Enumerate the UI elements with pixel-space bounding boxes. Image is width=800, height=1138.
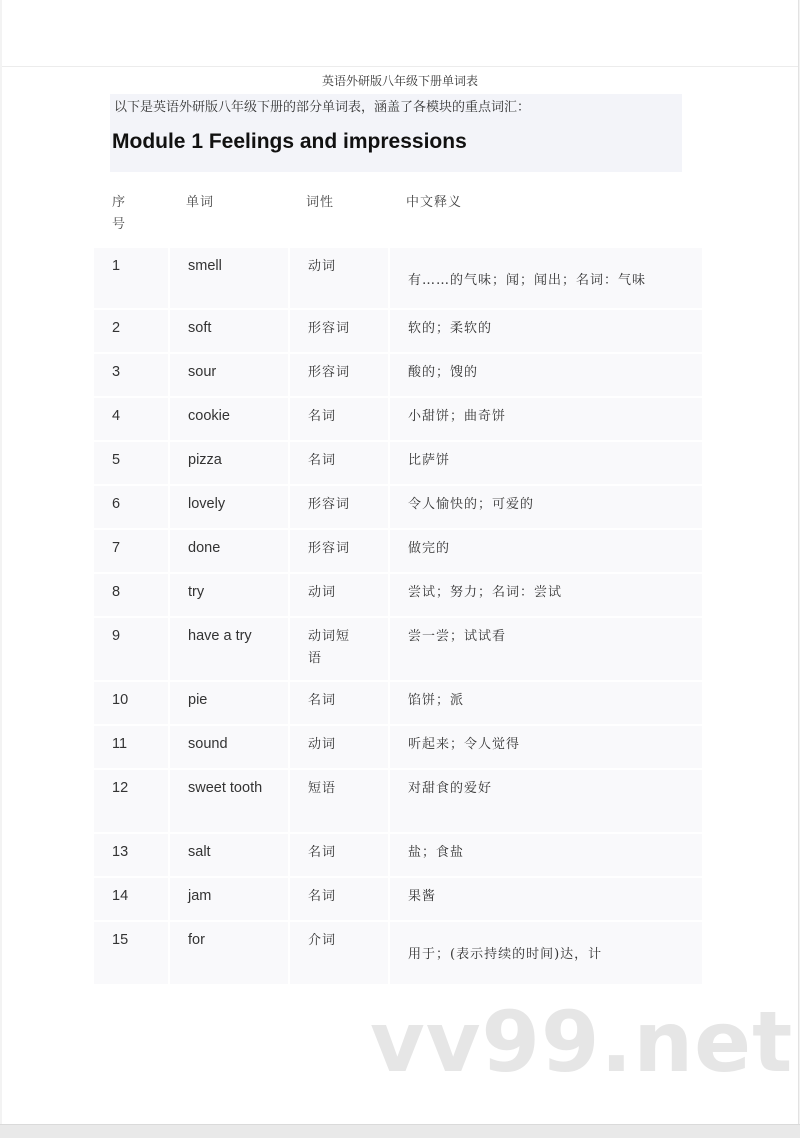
table-header-row	[94, 182, 702, 248]
row-number: 7	[112, 540, 121, 556]
table-row	[94, 442, 702, 484]
row-meaning: 听起来；令人觉得	[388, 726, 702, 768]
row-number: 2	[112, 320, 121, 336]
watermark: vv99.net	[370, 993, 794, 1091]
column-header-pos: 词性	[306, 195, 335, 210]
row-word: for	[168, 922, 288, 984]
row-meaning: 对甜食的爱好	[388, 770, 702, 832]
row-meaning: 有……的气味；闻；闻出；名词：气味	[388, 248, 702, 308]
header-divider	[2, 66, 798, 67]
row-meaning: 果酱	[388, 878, 702, 920]
row-word: soft	[168, 310, 288, 352]
row-meaning: 做完的	[388, 530, 702, 572]
table-row	[94, 618, 702, 680]
row-meaning: 软的；柔软的	[388, 310, 702, 352]
row-word: salt	[168, 834, 288, 876]
row-word: jam	[168, 878, 288, 920]
table-row	[94, 486, 702, 528]
row-part-of-speech: 动词	[288, 574, 388, 616]
row-word: try	[168, 574, 288, 616]
row-part-of-speech: 名词	[288, 878, 388, 920]
row-number: 12	[112, 780, 129, 796]
module-title: Module 1 Feelings and impressions	[112, 130, 467, 153]
row-number: 6	[112, 496, 121, 512]
row-meaning: 小甜饼；曲奇饼	[388, 398, 702, 440]
row-number: 11	[112, 736, 128, 752]
table-row	[94, 682, 702, 724]
row-part-of-speech: 名词	[288, 398, 388, 440]
row-part-of-speech: 形容词	[288, 354, 388, 396]
row-meaning: 盐；食盐	[388, 834, 702, 876]
row-number: 9	[112, 628, 121, 644]
row-number: 8	[112, 584, 121, 600]
row-number: 13	[112, 844, 129, 860]
row-number: 14	[112, 888, 129, 904]
row-part-of-speech: 形容词	[288, 486, 388, 528]
intro-text: 以下是英语外研版八年级下册的部分单词表，涵盖了各模块的重点词汇：	[114, 100, 531, 115]
row-part-of-speech: 短语	[288, 770, 388, 832]
column-header-word: 单词	[186, 195, 215, 210]
table-row	[94, 310, 702, 352]
table-row	[94, 922, 702, 984]
table-row	[94, 878, 702, 920]
row-part-of-speech: 名词	[288, 442, 388, 484]
table-row	[94, 248, 702, 308]
row-meaning: 尝一尝；试试看	[388, 618, 702, 680]
row-part-of-speech: 形容词	[288, 530, 388, 572]
column-header-no: 序号	[112, 195, 127, 232]
page-bottom-bar	[0, 1124, 800, 1138]
page-header: 英语外研版八年级下册单词表	[321, 74, 478, 88]
row-word: sour	[168, 354, 288, 396]
column-header-meaning: 中文释义	[406, 195, 463, 210]
intro-block	[110, 94, 682, 172]
row-meaning: 比萨饼	[388, 442, 702, 484]
row-meaning: 馅饼；派	[388, 682, 702, 724]
document-page	[2, 0, 799, 1124]
row-word: pizza	[168, 442, 288, 484]
row-number: 15	[112, 932, 129, 948]
row-number: 1	[112, 258, 121, 274]
row-number: 3	[112, 364, 121, 380]
row-number: 4	[112, 408, 121, 424]
row-part-of-speech: 动词	[288, 726, 388, 768]
row-word: have a try	[168, 618, 288, 680]
row-meaning: 酸的；馊的	[388, 354, 702, 396]
row-part-of-speech: 形容词	[288, 310, 388, 352]
table-row	[94, 530, 702, 572]
row-part-of-speech: 介词	[288, 922, 388, 984]
row-meaning: 令人愉快的；可爱的	[388, 486, 702, 528]
vocabulary-table	[94, 182, 702, 986]
table-row	[94, 574, 702, 616]
table-row	[94, 354, 702, 396]
row-part-of-speech: 名词	[288, 682, 388, 724]
table-row	[94, 834, 702, 876]
row-part-of-speech: 动词短语	[288, 618, 388, 680]
row-part-of-speech: 名词	[288, 834, 388, 876]
table-row	[94, 770, 702, 832]
row-meaning: 用于；(表示持续的时间)达，计	[388, 922, 702, 984]
table-row	[94, 726, 702, 768]
row-word: sound	[168, 726, 288, 768]
row-word: sweet tooth	[168, 770, 288, 832]
row-word: pie	[168, 682, 288, 724]
row-meaning: 尝试；努力；名词：尝试	[388, 574, 702, 616]
row-word: cookie	[168, 398, 288, 440]
row-word: lovely	[168, 486, 288, 528]
row-part-of-speech: 动词	[288, 248, 388, 308]
row-word: smell	[168, 248, 288, 308]
row-number: 10	[112, 692, 129, 708]
table-row	[94, 398, 702, 440]
row-number: 5	[112, 452, 121, 468]
row-word: done	[168, 530, 288, 572]
